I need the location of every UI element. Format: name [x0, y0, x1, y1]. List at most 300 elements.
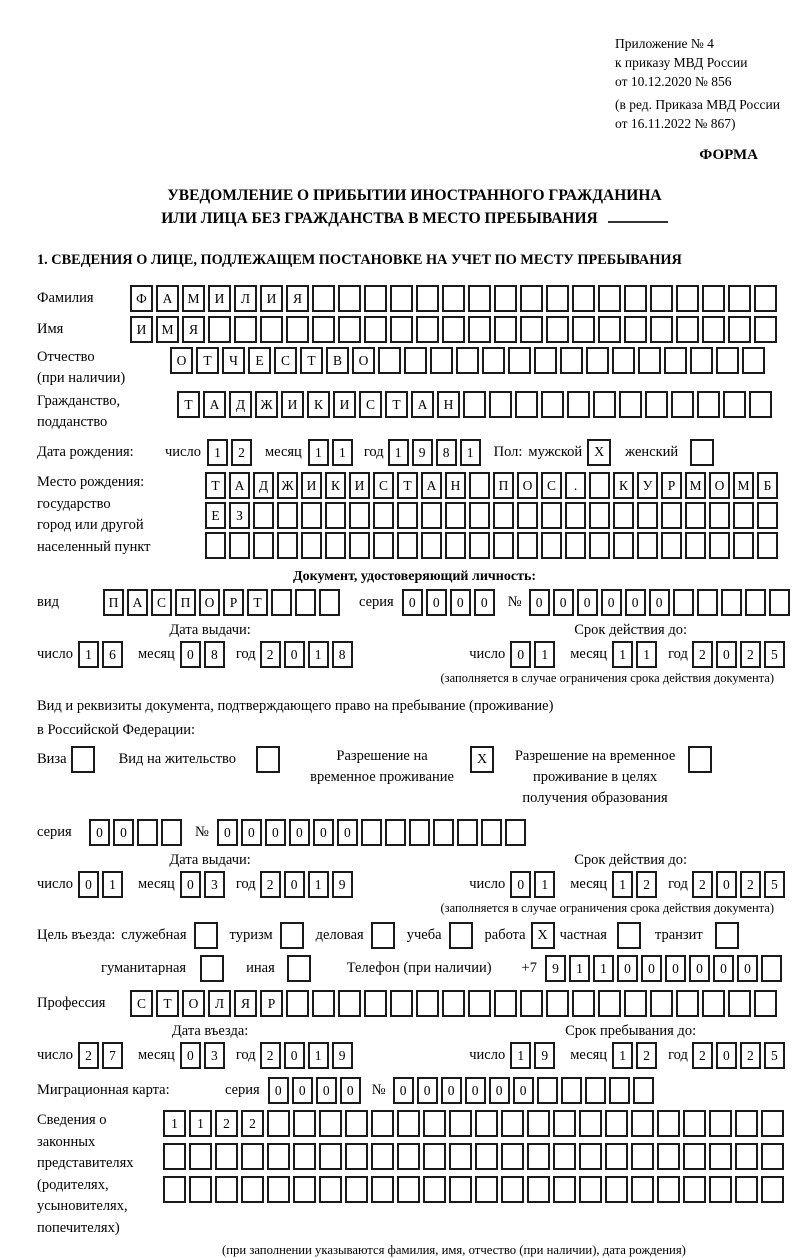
- char-cell: [208, 316, 231, 343]
- char-cell: [585, 1077, 606, 1104]
- char-cell: [468, 316, 491, 343]
- residence-doc-intro-line2: в Российской Федерации:: [37, 722, 196, 738]
- char-cell: 0: [641, 955, 662, 982]
- char-cell: О: [182, 990, 205, 1017]
- char-cell: [579, 1143, 602, 1170]
- char-cell: [475, 1143, 498, 1170]
- char-cell: [319, 1176, 342, 1203]
- char-cell: 2: [260, 871, 281, 898]
- appendix-block: [615, 34, 792, 133]
- representatives-label-line: Сведения о: [37, 1112, 107, 1128]
- series-label: серия: [225, 1082, 260, 1098]
- char-cell: [319, 1143, 342, 1170]
- char-cell: [277, 532, 298, 559]
- stay-until-heading: Срок пребывания до:: [565, 1023, 697, 1039]
- char-cell: [433, 819, 454, 846]
- valid-month-cells: [612, 641, 660, 668]
- char-cell: 0: [113, 819, 134, 846]
- char-cell: 0: [450, 589, 471, 616]
- char-cell: [676, 285, 699, 312]
- char-cell: [579, 1176, 602, 1203]
- patronymic-label-line: (при наличии): [37, 370, 126, 386]
- month-label: месяц: [137, 1047, 175, 1063]
- char-cell: И: [130, 316, 153, 343]
- char-cell: [449, 1176, 472, 1203]
- representatives-cells-row1: [163, 1110, 787, 1137]
- char-cell: А: [156, 285, 179, 312]
- char-cell: [234, 316, 257, 343]
- char-cell: [229, 532, 250, 559]
- char-cell: [605, 1110, 628, 1137]
- year-label: год: [235, 1047, 256, 1063]
- representatives-label-line: попечителях): [37, 1219, 120, 1236]
- surname-row: [37, 285, 792, 312]
- sex-male-checkbox: X: [587, 439, 611, 466]
- char-cell: 2: [692, 1042, 713, 1069]
- citizenship-label-line: подданство: [37, 414, 108, 430]
- char-cell: 0: [180, 641, 201, 668]
- char-cell: [397, 1110, 420, 1137]
- char-cell: 2: [636, 871, 657, 898]
- purpose-commercial-checkbox: [371, 922, 395, 949]
- char-cell: 7: [102, 1042, 123, 1069]
- visit-purpose-row: [37, 922, 792, 949]
- char-cell: 0: [284, 1042, 305, 1069]
- char-cell: [702, 285, 725, 312]
- char-cell: [494, 990, 517, 1017]
- char-cell: [501, 1143, 524, 1170]
- char-cell: [345, 1176, 368, 1203]
- birth-place-cells-row2: [205, 502, 781, 529]
- char-cell: [312, 285, 335, 312]
- char-cell: 9: [545, 955, 566, 982]
- number-sign: №: [371, 1082, 386, 1098]
- char-cell: Р: [260, 990, 283, 1017]
- profession-row: [37, 990, 792, 1017]
- char-cell: [565, 532, 586, 559]
- char-cell: [493, 532, 514, 559]
- char-cell: [520, 316, 543, 343]
- appendix-line: к приказу МВД России: [615, 55, 748, 70]
- char-cell: 0: [510, 641, 531, 668]
- char-cell: М: [182, 285, 205, 312]
- char-cell: 1: [189, 1110, 212, 1137]
- residence-permit-label: Вид на жительство: [118, 751, 237, 767]
- char-cell: Е: [205, 502, 226, 529]
- char-cell: [709, 1143, 732, 1170]
- char-cell: [475, 1176, 498, 1203]
- char-cell: П: [103, 589, 124, 616]
- char-cell: [637, 532, 658, 559]
- char-cell: [661, 532, 682, 559]
- char-cell: [645, 391, 668, 418]
- representatives-label: [37, 1110, 163, 1239]
- char-cell: [733, 532, 754, 559]
- char-cell: 0: [417, 1077, 438, 1104]
- series-label: серия: [359, 594, 394, 610]
- char-cell: [501, 1176, 524, 1203]
- char-cell: [505, 819, 526, 846]
- issue-day-cells: [78, 871, 126, 898]
- char-cell: [728, 316, 751, 343]
- char-cell: [163, 1143, 186, 1170]
- entry-date: [37, 1042, 383, 1069]
- restriction-note: (заполняется в случае ограничения срока действия документа): [440, 901, 774, 915]
- char-cell: [702, 990, 725, 1017]
- char-cell: 0: [180, 871, 201, 898]
- visit-purpose-row2: [101, 955, 792, 982]
- sex-male-label: мужской: [528, 444, 583, 460]
- char-cell: Ж: [255, 391, 278, 418]
- char-cell: [241, 1143, 264, 1170]
- char-cell: Т: [247, 589, 268, 616]
- char-cell: Н: [445, 472, 466, 499]
- stay-until-date: [469, 1042, 792, 1069]
- char-cell: [349, 502, 370, 529]
- char-cell: У: [637, 472, 658, 499]
- char-cell: [553, 1176, 576, 1203]
- purpose-humanitarian-checkbox: [200, 955, 224, 982]
- char-cell: И: [301, 472, 322, 499]
- char-cell: [619, 391, 642, 418]
- char-cell: [709, 1110, 732, 1137]
- sex-female-label: женский: [625, 444, 679, 460]
- char-cell: [468, 990, 491, 1017]
- char-cell: 0: [289, 819, 310, 846]
- month-label: месяц: [570, 1047, 608, 1063]
- char-cell: Л: [234, 285, 257, 312]
- char-cell: 9: [412, 439, 433, 466]
- identity-dates-block: [37, 622, 792, 668]
- issue-month-cells: [180, 871, 228, 898]
- edition-line: от 16.11.2022 № 867): [615, 116, 736, 131]
- identity-issue-col: [37, 622, 383, 668]
- char-cell: 2: [740, 641, 761, 668]
- char-cell: [361, 819, 382, 846]
- char-cell: [442, 285, 465, 312]
- char-cell: [481, 819, 502, 846]
- purpose-private-checkbox: [617, 922, 641, 949]
- day-label: число: [469, 646, 506, 662]
- char-cell: [469, 472, 490, 499]
- char-cell: 0: [402, 589, 423, 616]
- char-cell: [735, 1110, 758, 1137]
- char-cell: [709, 1176, 732, 1203]
- entry-day-cells: [78, 1042, 126, 1069]
- char-cell: 1: [163, 1110, 186, 1137]
- char-cell: Р: [661, 472, 682, 499]
- char-cell: [761, 955, 782, 982]
- day-label: число: [165, 444, 201, 460]
- residence-issue-col: [37, 852, 383, 898]
- char-cell: [572, 990, 595, 1017]
- char-cell: [189, 1176, 212, 1203]
- char-cell: 0: [313, 819, 334, 846]
- citizenship-label: [37, 391, 177, 433]
- char-cell: П: [175, 589, 196, 616]
- char-cell: [421, 532, 442, 559]
- char-cell: [442, 990, 465, 1017]
- char-cell: [416, 316, 439, 343]
- stay-day-cells: [510, 1042, 558, 1069]
- char-cell: В: [326, 347, 349, 374]
- char-cell: Я: [182, 316, 205, 343]
- char-cell: 0: [577, 589, 598, 616]
- char-cell: 2: [692, 871, 713, 898]
- char-cell: 9: [332, 871, 353, 898]
- appendix-line: Приложение № 4: [615, 36, 714, 51]
- char-cell: 1: [78, 641, 99, 668]
- entry-date-col: [37, 1023, 383, 1069]
- year-label: год: [668, 646, 688, 662]
- issue-month-cells: [180, 641, 228, 668]
- citizenship-label-line: Гражданство,: [37, 393, 121, 409]
- given-name-label: Имя: [37, 321, 64, 337]
- char-cell: [546, 285, 569, 312]
- char-cell: 0: [474, 589, 495, 616]
- identity-doc-heading: Документ, удостоверяющий личность:: [292, 569, 537, 584]
- char-cell: [697, 589, 718, 616]
- valid-year-cells: [692, 641, 788, 668]
- char-cell: [293, 1176, 316, 1203]
- char-cell: [267, 1143, 290, 1170]
- char-cell: 0: [513, 1077, 534, 1104]
- residence-dates-block: [37, 852, 792, 898]
- form-label: ФОРМА: [699, 147, 758, 163]
- char-cell: [657, 1143, 680, 1170]
- char-cell: [338, 316, 361, 343]
- migration-card-row: [37, 1077, 792, 1104]
- char-cell: [721, 589, 742, 616]
- purpose-work-label: работа: [484, 927, 526, 943]
- char-cell: [650, 285, 673, 312]
- char-cell: 2: [260, 641, 281, 668]
- char-cell: [716, 347, 739, 374]
- char-cell: 5: [764, 641, 785, 668]
- char-cell: 1: [308, 641, 329, 668]
- char-cell: [664, 347, 687, 374]
- char-cell: [520, 285, 543, 312]
- issue-date-heading: Дата выдачи:: [169, 852, 251, 868]
- char-cell: [390, 316, 413, 343]
- residence-doc-intro: [37, 694, 792, 742]
- char-cell: [189, 1143, 212, 1170]
- char-cell: 0: [265, 819, 286, 846]
- purpose-other-label: иная: [246, 960, 275, 976]
- valid-year-cells: [692, 871, 788, 898]
- char-cell: [421, 502, 442, 529]
- char-cell: 2: [740, 1042, 761, 1069]
- char-cell: [586, 347, 609, 374]
- migration-card-label: Миграционная карта:: [37, 1082, 170, 1098]
- month-label: месяц: [137, 876, 175, 892]
- char-cell: [325, 502, 346, 529]
- char-cell: 0: [553, 589, 574, 616]
- char-cell: [657, 1110, 680, 1137]
- char-cell: 0: [625, 589, 646, 616]
- char-cell: [364, 990, 387, 1017]
- char-cell: [709, 502, 730, 529]
- char-cell: [624, 285, 647, 312]
- char-cell: 0: [441, 1077, 462, 1104]
- char-cell: [390, 990, 413, 1017]
- purpose-tourism-label: туризм: [229, 927, 273, 943]
- char-cell: [728, 990, 751, 1017]
- entry-date-heading: Дата въезда:: [171, 1023, 249, 1039]
- char-cell: 3: [204, 1042, 225, 1069]
- char-cell: [761, 1143, 784, 1170]
- char-cell: 1: [308, 871, 329, 898]
- char-cell: Т: [205, 472, 226, 499]
- citizenship-row: [37, 391, 792, 433]
- char-cell: 0: [337, 819, 358, 846]
- number-sign: №: [507, 594, 522, 610]
- valid-day-cells: [510, 871, 558, 898]
- birth-place-cells-row1: [205, 472, 781, 499]
- char-cell: [676, 990, 699, 1017]
- temp-residence-label: Разрешение на временное проживание: [310, 748, 454, 785]
- char-cell: [515, 391, 538, 418]
- char-cell: А: [229, 472, 250, 499]
- char-cell: 1: [534, 871, 555, 898]
- purpose-work-checkbox: X: [531, 922, 555, 949]
- char-cell: [468, 285, 491, 312]
- char-cell: [161, 819, 182, 846]
- char-cell: 1: [534, 641, 555, 668]
- char-cell: 0: [217, 819, 238, 846]
- char-cell: [371, 1143, 394, 1170]
- purpose-humanitarian-label: гуманитарная: [101, 960, 187, 976]
- char-cell: [593, 391, 616, 418]
- char-cell: [624, 316, 647, 343]
- birth-month-cells: [308, 439, 356, 466]
- char-cell: [589, 502, 610, 529]
- char-cell: 8: [436, 439, 457, 466]
- char-cell: С: [359, 391, 382, 418]
- char-cell: [650, 990, 673, 1017]
- char-cell: И: [349, 472, 370, 499]
- temp-residence-checkbox: X: [470, 746, 494, 773]
- char-cell: [650, 316, 673, 343]
- char-cell: [709, 532, 730, 559]
- char-cell: [397, 502, 418, 529]
- char-cell: П: [493, 472, 514, 499]
- char-cell: [769, 589, 790, 616]
- year-label: год: [235, 876, 256, 892]
- char-cell: [489, 391, 512, 418]
- char-cell: [241, 1176, 264, 1203]
- char-cell: 0: [316, 1077, 337, 1104]
- char-cell: Ф: [130, 285, 153, 312]
- surname-label: Фамилия: [37, 290, 94, 306]
- char-cell: Т: [385, 391, 408, 418]
- day-label: число: [37, 646, 73, 662]
- representatives-cells-row3: [163, 1176, 787, 1203]
- birth-place-label-line: Место рождения:: [37, 474, 145, 490]
- char-cell: 0: [689, 955, 710, 982]
- char-cell: 0: [284, 871, 305, 898]
- char-cell: [371, 1110, 394, 1137]
- char-cell: [409, 819, 430, 846]
- given-name-cells: [130, 316, 780, 343]
- char-cell: 0: [241, 819, 262, 846]
- migration-series-cells: [268, 1077, 364, 1104]
- birth-place-label: [37, 472, 205, 558]
- char-cell: А: [421, 472, 442, 499]
- year-label: год: [363, 444, 384, 460]
- char-cell: [137, 819, 158, 846]
- identity-issue-date: [37, 641, 383, 668]
- char-cell: [735, 1143, 758, 1170]
- char-cell: [293, 1110, 316, 1137]
- char-cell: О: [199, 589, 220, 616]
- char-cell: [430, 347, 453, 374]
- representatives-note: (при заполнении указываются фамилия, имя, отчество (при наличии), дата рождения): [222, 1243, 686, 1257]
- char-cell: 1: [460, 439, 481, 466]
- char-cell: [445, 532, 466, 559]
- given-name-row: [37, 316, 792, 343]
- char-cell: Н: [437, 391, 460, 418]
- char-cell: [537, 1077, 558, 1104]
- sex-label: Пол:: [493, 444, 523, 460]
- birth-place-row: [37, 472, 792, 564]
- char-cell: О: [170, 347, 193, 374]
- char-cell: [295, 589, 316, 616]
- char-cell: [416, 285, 439, 312]
- char-cell: [371, 1176, 394, 1203]
- month-label: месяц: [570, 646, 608, 662]
- birth-place-cells-row3: [205, 532, 781, 559]
- char-cell: [205, 532, 226, 559]
- residence-options-row: [37, 746, 792, 809]
- char-cell: 1: [207, 439, 228, 466]
- title-line1: УВЕДОМЛЕНИЕ О ПРИБЫТИИ ИНОСТРАННОГО ГРАЖДАНИНА: [167, 187, 662, 204]
- char-cell: Р: [223, 589, 244, 616]
- char-cell: [676, 316, 699, 343]
- char-cell: [286, 990, 309, 1017]
- birth-date-label: Дата рождения:: [37, 444, 134, 460]
- char-cell: [572, 316, 595, 343]
- char-cell: [312, 316, 335, 343]
- purpose-study-checkbox: [449, 922, 473, 949]
- char-cell: 0: [713, 955, 734, 982]
- char-cell: М: [733, 472, 754, 499]
- char-cell: [267, 1110, 290, 1137]
- residence-valid-col: [469, 852, 792, 898]
- char-cell: [404, 347, 427, 374]
- series-label: серия: [37, 824, 72, 840]
- char-cell: [449, 1110, 472, 1137]
- char-cell: [325, 532, 346, 559]
- char-cell: 0: [665, 955, 686, 982]
- char-cell: [373, 502, 394, 529]
- char-cell: О: [352, 347, 375, 374]
- birth-year-cells: [388, 439, 484, 466]
- char-cell: [757, 502, 778, 529]
- issue-day-cells: [78, 641, 126, 668]
- char-cell: С: [130, 990, 153, 1017]
- char-cell: [683, 1143, 706, 1170]
- char-cell: О: [517, 472, 538, 499]
- char-cell: 2: [231, 439, 252, 466]
- purpose-transit-checkbox: [715, 922, 739, 949]
- char-cell: Д: [229, 391, 252, 418]
- day-label: число: [469, 1047, 506, 1063]
- char-cell: [253, 502, 274, 529]
- char-cell: [697, 391, 720, 418]
- char-cell: Л: [208, 990, 231, 1017]
- char-cell: 5: [764, 1042, 785, 1069]
